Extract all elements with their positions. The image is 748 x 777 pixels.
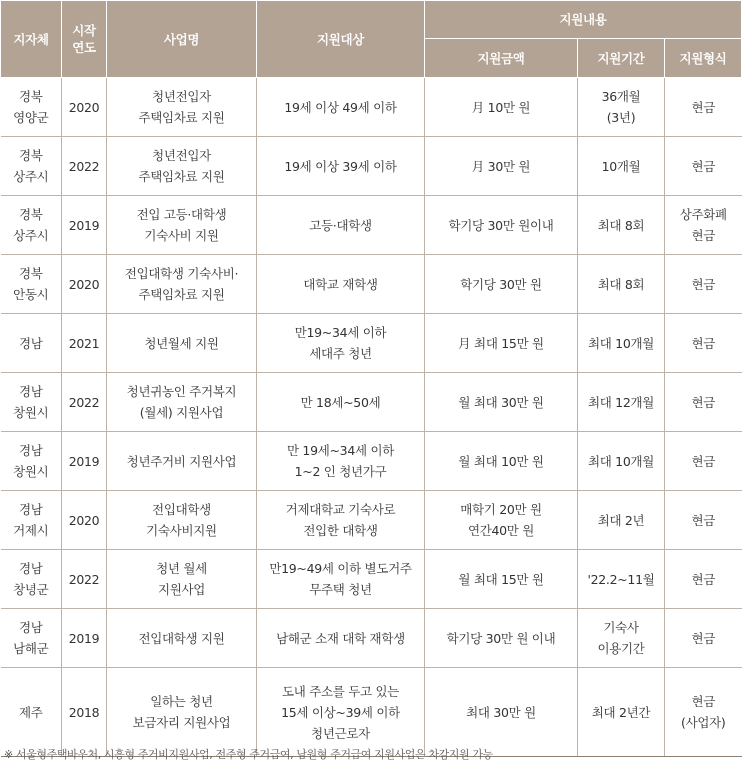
cell-amount — [425, 314, 578, 373]
cell-target-line: 만 19세~34세 이하 — [286, 443, 394, 458]
footnote: ※ 서울형주택바우처, 시흥형 주거비지원사업, 전주형 주거급여, 남원형 주거급여 지원사업은 차감지원 가능 — [4, 748, 493, 761]
cell-region-line: 창원시 — [13, 464, 49, 479]
cell-region-line: 경북 — [18, 89, 43, 104]
cell-year: 2018 — [62, 668, 107, 757]
cell-target-line: 무주택 청년 — [309, 582, 372, 597]
cell-region-line: 남해군 — [13, 641, 49, 656]
cell-form — [665, 196, 742, 255]
cell-region-line: 경남 — [18, 443, 43, 458]
cell-program-line: 전입대학생 지원 — [138, 630, 225, 646]
cell-target — [257, 373, 425, 432]
cell-amount — [425, 373, 578, 432]
cell-region — [1, 255, 62, 314]
table-row — [1, 314, 742, 373]
cell-period-line: 최대 8회 — [597, 276, 645, 292]
table-row — [1, 373, 742, 432]
cell-period — [578, 314, 665, 373]
cell-period — [578, 196, 665, 255]
cell-period-line: 10개월 — [601, 158, 641, 174]
cell-region — [1, 196, 62, 255]
cell-period — [578, 373, 665, 432]
cell-program-line: 전입대학생 — [152, 502, 211, 517]
cell-period — [578, 550, 665, 609]
cell-period-line: 최대 8회 — [597, 217, 645, 233]
cell-period — [578, 609, 665, 668]
cell-period-line: '22.2~11월 — [587, 571, 655, 587]
cell-program-line: 주택임차료 지원 — [138, 169, 225, 184]
cell-program-line: 일하는 청년 — [150, 694, 213, 709]
cell-amount — [425, 550, 578, 609]
cell-amount — [425, 432, 578, 491]
cell-form — [665, 432, 742, 491]
cell-form-line: 현금 — [691, 630, 716, 646]
cell-form — [665, 668, 742, 757]
cell-target-line: 19세 이상 49세 이하 — [284, 99, 397, 115]
cell-target-line: 19세 이상 39세 이하 — [284, 158, 397, 174]
cell-target — [257, 137, 425, 196]
cell-form-line: 현금 — [691, 453, 716, 469]
cell-region — [1, 78, 62, 137]
cell-program — [107, 550, 257, 609]
cell-form — [665, 78, 742, 137]
cell-period-line: 최대 12개월 — [587, 394, 655, 410]
cell-year: 2019 — [62, 432, 107, 491]
cell-year: 2022 — [62, 373, 107, 432]
cell-region-line: 창원시 — [13, 405, 49, 420]
cell-target-line: 만19~34세 이하 — [294, 325, 387, 340]
cell-year: 2022 — [62, 550, 107, 609]
cell-target-line: 남해군 소재 대학 재학생 — [276, 630, 405, 646]
cell-form — [665, 609, 742, 668]
cell-form-line: 현금 — [691, 276, 716, 292]
cell-target — [257, 609, 425, 668]
cell-form-line: 현금 — [691, 571, 716, 587]
cell-region-line: 경북 — [18, 148, 43, 163]
cell-amount-line: 月 30만 원 — [471, 158, 531, 174]
cell-target-line: 만19~49세 이하 별도거주 — [269, 561, 412, 576]
cell-year: 2019 — [62, 196, 107, 255]
cell-program — [107, 196, 257, 255]
cell-region-line: 제주 — [18, 704, 43, 720]
cell-target — [257, 491, 425, 550]
cell-period — [578, 137, 665, 196]
table-row — [1, 78, 742, 137]
table-row — [1, 550, 742, 609]
cell-region — [1, 550, 62, 609]
cell-target-line: 대학교 재학생 — [303, 276, 378, 292]
cell-amount — [425, 668, 578, 757]
cell-program — [107, 255, 257, 314]
cell-form-line: 현금 — [691, 512, 716, 528]
cell-program — [107, 432, 257, 491]
cell-region-line: 안동시 — [13, 287, 49, 302]
cell-period — [578, 668, 665, 757]
cell-period — [578, 78, 665, 137]
cell-region-line: 창녕군 — [13, 582, 49, 597]
cell-region — [1, 373, 62, 432]
cell-region-line: 경남 — [18, 620, 43, 635]
cell-form — [665, 255, 742, 314]
cell-amount-line: 월 최대 15만 원 — [458, 571, 544, 587]
cell-year: 2021 — [62, 314, 107, 373]
header-form: 지원형식 — [665, 39, 742, 78]
table-row — [1, 196, 742, 255]
cell-program-line: 전입대학생 기숙사비· — [124, 266, 239, 281]
cell-form-line: 현금 — [691, 694, 716, 709]
header-support: 지원내용 — [425, 1, 742, 39]
table-body — [1, 78, 742, 757]
cell-program-line: 주택임차료 지원 — [138, 287, 225, 302]
cell-amount — [425, 491, 578, 550]
cell-program-line: 보금자리 지원사업 — [132, 715, 231, 730]
cell-amount — [425, 137, 578, 196]
cell-form-line: 현금 — [691, 228, 716, 243]
table-row — [1, 609, 742, 668]
header-amount: 지원금액 — [425, 39, 578, 78]
table-row — [1, 491, 742, 550]
cell-program-line: 청년월세 지원 — [144, 335, 219, 351]
cell-period-line: 최대 2년간 — [591, 704, 651, 720]
cell-amount — [425, 609, 578, 668]
cell-amount-line: 학기당 30만 원 이내 — [446, 630, 556, 646]
header-program: 사업명 — [107, 1, 257, 78]
cell-target-line: 만 18세~50세 — [300, 394, 381, 410]
cell-target-line: 1~2 인 청년가구 — [294, 464, 387, 479]
cell-form-line: 현금 — [691, 99, 716, 115]
cell-program-line: 청년전입자 — [152, 89, 211, 104]
cell-amount — [425, 78, 578, 137]
cell-program — [107, 314, 257, 373]
cell-region-line: 상주시 — [13, 228, 49, 243]
cell-amount-line: 月 10만 원 — [471, 99, 531, 115]
cell-target-line: 세대주 청년 — [309, 346, 372, 361]
cell-program-line: 전입 고등·대학생 — [136, 207, 227, 222]
cell-region-line: 경남 — [18, 335, 43, 351]
cell-period-line: (3년) — [606, 110, 636, 125]
cell-target-line: 고등·대학생 — [309, 217, 372, 233]
cell-form-line: (사업자) — [681, 715, 726, 730]
cell-period — [578, 432, 665, 491]
cell-amount-line: 학기당 30만 원이내 — [448, 217, 554, 233]
cell-amount-line: 연간40만 원 — [467, 523, 535, 538]
cell-year: 2020 — [62, 255, 107, 314]
cell-amount-line: 최대 30만 원 — [466, 704, 536, 720]
cell-program-line: 청년귀농인 주거복지 — [126, 384, 237, 399]
cell-program-line: 지원사업 — [157, 582, 206, 597]
cell-target-line: 청년근로자 — [311, 725, 370, 741]
cell-target — [257, 255, 425, 314]
cell-year: 2020 — [62, 491, 107, 550]
cell-period-line: 이용기간 — [597, 641, 645, 656]
cell-period-line: 최대 2년 — [597, 512, 645, 528]
cell-target — [257, 196, 425, 255]
cell-program-line: (월세) 지원사업 — [139, 405, 224, 420]
cell-form — [665, 137, 742, 196]
header-period: 지원기간 — [578, 39, 665, 78]
cell-target-line: 도내 주소를 두고 있는 — [282, 683, 399, 699]
cell-program-line: 기숙사비지원 — [146, 523, 217, 538]
cell-region-line: 경남 — [18, 502, 43, 517]
cell-period-line: 36개월 — [601, 89, 641, 104]
cell-program-line: 청년주거비 지원사업 — [126, 453, 237, 469]
cell-period — [578, 255, 665, 314]
cell-amount-line: 월 최대 30만 원 — [458, 394, 544, 410]
cell-period — [578, 491, 665, 550]
cell-program-line: 청년 월세 — [156, 561, 207, 576]
header-row-1 — [1, 1, 742, 39]
cell-form-line: 상주화폐 — [679, 207, 727, 222]
cell-amount — [425, 196, 578, 255]
cell-region — [1, 137, 62, 196]
cell-target — [257, 432, 425, 491]
cell-form-line: 현금 — [691, 394, 716, 410]
table-row — [1, 432, 742, 491]
cell-year: 2019 — [62, 609, 107, 668]
cell-region-line: 경남 — [18, 384, 43, 399]
cell-target-line: 15세 이상~39세 이하 — [281, 704, 400, 720]
cell-amount-line: 매학기 20만 원 — [460, 502, 542, 517]
cell-form-line: 현금 — [691, 158, 716, 174]
cell-region — [1, 491, 62, 550]
cell-program — [107, 78, 257, 137]
cell-program-line: 주택임차료 지원 — [138, 110, 225, 125]
cell-region-line: 경북 — [18, 207, 43, 222]
cell-program — [107, 373, 257, 432]
table-row — [1, 137, 742, 196]
cell-year: 2020 — [62, 78, 107, 137]
cell-target — [257, 314, 425, 373]
cell-period-line: 기숙사 — [603, 620, 639, 635]
cell-form — [665, 550, 742, 609]
cell-amount — [425, 255, 578, 314]
header-region: 지자체 — [1, 1, 62, 78]
cell-region-line: 경남 — [18, 561, 43, 576]
cell-region-line: 영양군 — [13, 110, 49, 125]
cell-program — [107, 668, 257, 757]
cell-amount-line: 월 최대 10만 원 — [458, 453, 544, 469]
cell-target — [257, 78, 425, 137]
cell-year: 2022 — [62, 137, 107, 196]
cell-program — [107, 609, 257, 668]
cell-program — [107, 491, 257, 550]
cell-form — [665, 314, 742, 373]
cell-period-line: 최대 10개월 — [587, 453, 655, 469]
cell-region-line: 상주시 — [13, 169, 49, 184]
cell-region — [1, 314, 62, 373]
cell-region — [1, 609, 62, 668]
header-start-year: 시작 연도 — [62, 1, 107, 78]
cell-program-line: 청년전입자 — [152, 148, 211, 163]
cell-region — [1, 668, 62, 757]
cell-region-line: 경북 — [18, 266, 43, 281]
cell-amount-line: 학기당 30만 원 — [460, 276, 542, 292]
cell-target — [257, 550, 425, 609]
cell-program — [107, 137, 257, 196]
cell-target-line: 거제대학교 기숙사로 — [285, 502, 396, 517]
cell-period-line: 최대 10개월 — [587, 335, 655, 351]
cell-region — [1, 432, 62, 491]
cell-target — [257, 668, 425, 757]
cell-form-line: 현금 — [691, 335, 716, 351]
cell-program-line: 기숙사비 지원 — [144, 228, 219, 243]
header-target: 지원대상 — [257, 1, 425, 78]
table-row — [1, 668, 742, 757]
cell-amount-line: 月 최대 15만 원 — [458, 335, 544, 351]
cell-form — [665, 491, 742, 550]
cell-form — [665, 373, 742, 432]
cell-region-line: 거제시 — [13, 523, 49, 538]
table-row — [1, 255, 742, 314]
cell-target-line: 전입한 대학생 — [303, 523, 378, 538]
